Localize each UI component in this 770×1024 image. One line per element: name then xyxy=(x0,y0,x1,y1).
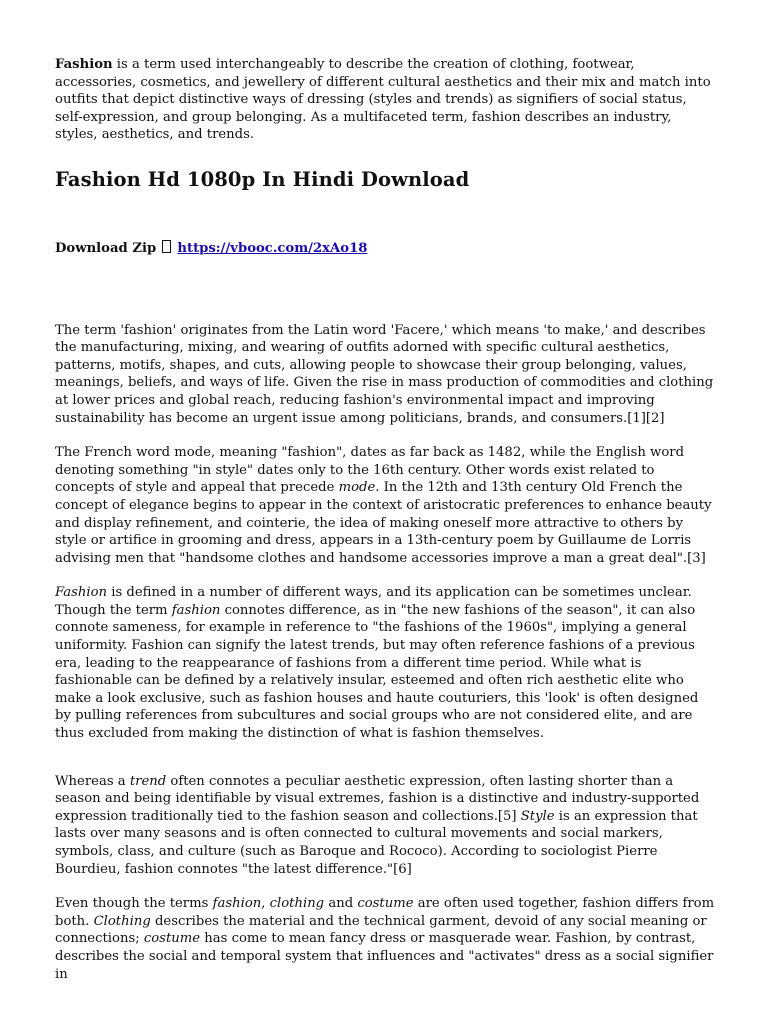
emphasis-text: mode xyxy=(338,480,376,496)
paragraph-text: The French word mode, meaning "fashion", dates as far back as 1482, while the English word denoting something "in style" dates only to the 16th century. Other words exist related to concepts of style and appeal that precede xyxy=(55,445,685,496)
document-page xyxy=(55,56,715,983)
emphasis-text: clothing xyxy=(269,896,325,912)
emphasis-text: Clothing xyxy=(93,913,151,929)
intro-text: is a term used interchangeably to describe the creation of clothing, footwear, accessories, cosmetics, and jewellery of different cultural aesthetics and their mix and match into outfits that depict distinctive ways of dressing (styles and trends) as signifiers of social status, self-expression, and group belonging. As a multifaceted term, fashion describes an industry, styles, aesthetics, and trends. xyxy=(55,57,711,143)
paragraph-text: has come to mean fancy dress or masquerade wear. Fashion, by contrast, describes the social and temporal system that influences and "activates" dress as a social signifier in xyxy=(55,931,714,982)
emphasis-text: fashion xyxy=(212,896,262,912)
paragraph-text: is an expression that lasts over many seasons and is often connected to cultural movements and social markers, symbols, class, and culture (such as Baroque and Rococo). According to sociologist Pierre Bourdieu, fashion connotes "the latest difference."[6] xyxy=(55,808,698,877)
paragraph-text: often connotes a peculiar aesthetic expression, often lasting shorter than a season and being identifiable by visual extremes, fashion is a distinctive and industry-supported expression traditionally tied to the fashion season and collections.[5] xyxy=(55,773,700,824)
paragraph-trend-style xyxy=(55,773,715,879)
download-label: Download Zip xyxy=(55,240,157,256)
emphasis-text: fashion xyxy=(171,602,221,618)
emphasis-text: costume xyxy=(143,931,201,947)
paragraph-text: , xyxy=(261,896,270,912)
paragraph-text: and xyxy=(324,896,358,912)
intro-term: Fashion xyxy=(55,57,113,72)
page-title: Fashion Hd 1080p In Hindi Download xyxy=(55,167,470,191)
download-line xyxy=(55,240,715,258)
paragraph-text: Whereas a xyxy=(55,773,130,789)
paragraph-text: Even though the terms xyxy=(55,896,213,912)
paragraph-definition xyxy=(55,584,715,742)
paragraph-text: are often used together, fashion differs from both. xyxy=(55,896,715,929)
box-glyph-icon xyxy=(162,240,171,253)
paragraph-clothing-costume xyxy=(55,895,715,983)
paragraph-text: The term 'fashion' originates from the Latin word 'Facere,' which means 'to make,' and describes the manufacturing, mixing, and wearing of outfits adorned with specific cultural aesthetics, patterns, motifs, shapes, and cuts, allowing people to showcase their group belonging, values, meanings, beliefs, and ways of life. Given the rise in mass production of commodities and clothing at lower prices and global reach, reducing fashion's environmental impact and improving sustainability has become an urgent issue among politicians, brands, and consumers.[1][2] xyxy=(55,322,714,426)
paragraph-origin xyxy=(55,322,715,428)
paragraph-text: connotes difference, as in "the new fashions of the season", it can also connote sameness, for example in reference to "the fashions of the 1960s", implying a general uniformity. Fashion can signify the latest trends, but may often reference fashions of a previous era, leading to the reappearance of fashions from a different time period. While what is fashionable can be defined by a relatively insular, esteemed and often rich aesthetic elite who make a look exclusive, such as fashion houses and haute couturiers, this 'look' is often designed by pulling references from subcultures and social groups who are not considered elite, and are thus excluded from making the distinction of what is fashion themselves. xyxy=(55,602,699,742)
emphasis-text: Style xyxy=(520,808,555,824)
download-link[interactable]: https://vbooc.com/2xAo18 xyxy=(177,240,368,256)
paragraph-text: . In the 12th and 13th century Old French the concept of elegance begins to appear in the context of aristocratic preferences to enhance beauty and display refinement, and cointerie, the idea of making oneself more attractive to others by style or artifice in grooming and dress, appears in a 13th-century poem by Guillaume de Lorris advising men that "handsome clothes and handsome accessories improve a man a great deal".[3] xyxy=(55,480,712,566)
emphasis-text: trend xyxy=(129,773,167,789)
intro-paragraph xyxy=(55,56,715,144)
paragraph-text: describes the material and the technical garment, devoid of any social meaning or connections; xyxy=(55,913,707,947)
paragraph-french-mode xyxy=(55,444,715,567)
paragraph-text: is defined in a number of different ways, and its application can be sometimes unclear. Though the term xyxy=(55,585,692,618)
emphasis-text: costume xyxy=(357,896,414,912)
emphasis-text: Fashion xyxy=(55,585,108,601)
